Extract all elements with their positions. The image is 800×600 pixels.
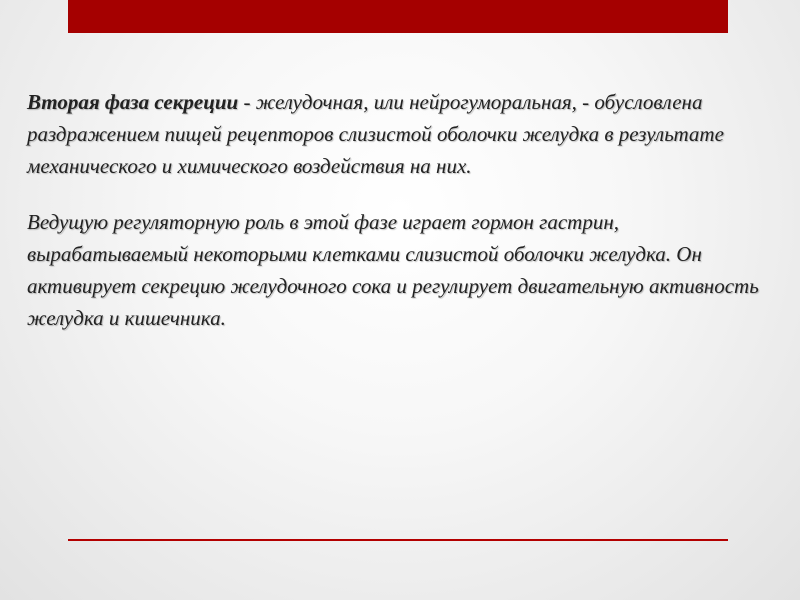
top-accent-bar (68, 0, 728, 33)
paragraph-lead: Вторая фаза секреции (27, 90, 239, 114)
slide-content (27, 86, 777, 334)
paragraph-gastrin: Ведущую регуляторную роль в этой фазе играет гормон гастрин, вырабатываемый некоторыми клетками слизистой оболочки желудка. Он активирует секрецию желудочного сока и регулирует двигательную активность желудка и кишечника. (27, 210, 759, 330)
bottom-divider-line (68, 539, 728, 541)
paragraph-body: - желудочная, или нейрогуморальная, - обусловлена раздражением пищей рецепторов слизистой оболочки желудка в результате механического и химического воздействия на них. (27, 90, 724, 178)
paragraph-second-phase (27, 86, 777, 182)
